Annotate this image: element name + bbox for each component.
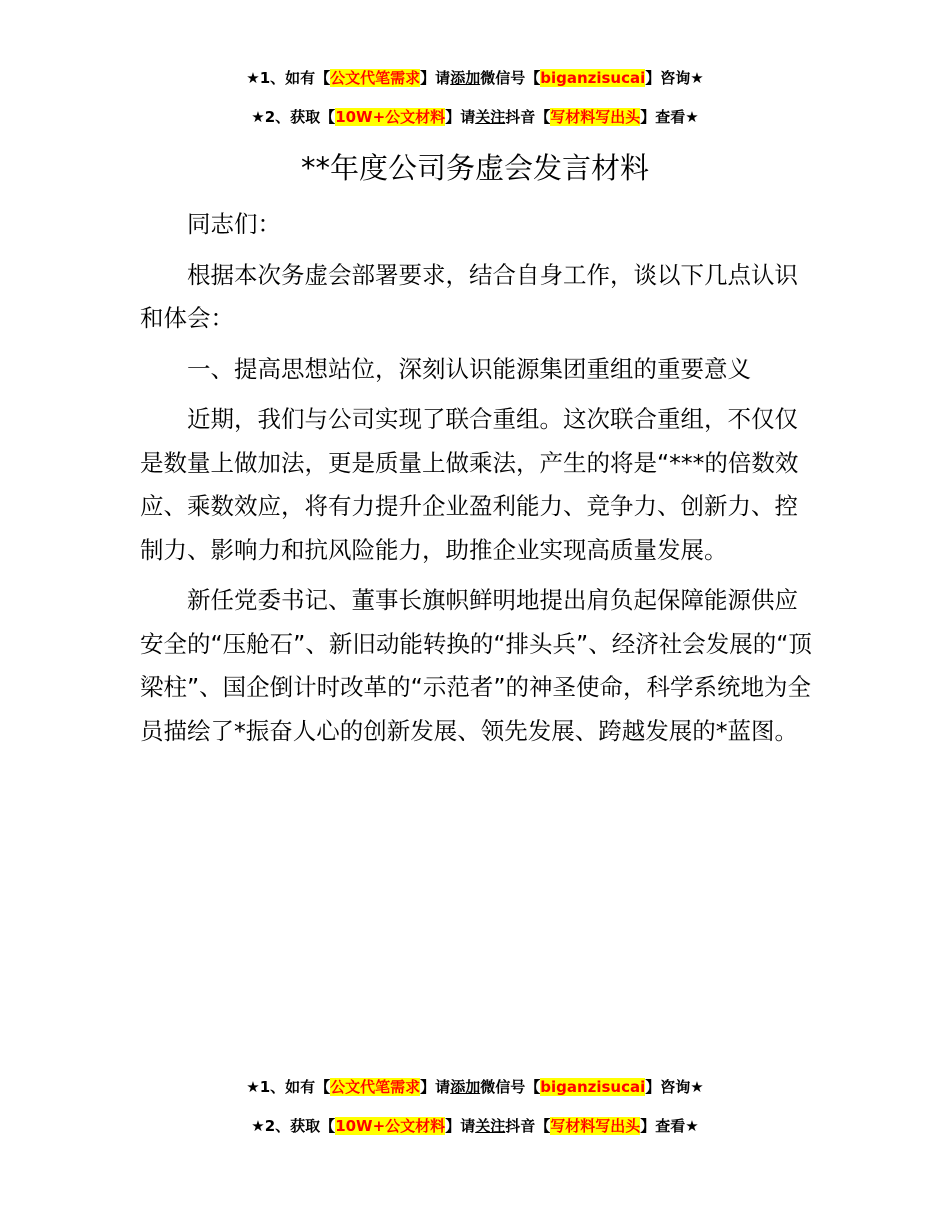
banner-text: 】请 xyxy=(420,1078,451,1096)
banner-prefix: ★1、如有【 xyxy=(246,1078,331,1096)
body-paragraph: 新任党委书记、董事长旗帜鲜明地提出肩负起保障能源供应安全的“压舱石”、新旧动能转换的“排头兵”、经济社会发展的“顶梁柱”、国企倒计时改革的“示范者”的神圣使命，科学系统地为全员描绘了*振奋人心的创新发展、领先发展、跨越发展的*蓝图。 xyxy=(140,586,812,745)
top-banner-line-1 xyxy=(0,68,950,88)
banner-underline: 添加 xyxy=(450,1078,481,1096)
body-paragraph: 近期，我们与公司实现了联合重组。这次联合重组，不仅仅是数量上做加法，更是质量上做乘法，产生的将是“***的倍数效应、乘数效应，将有力提升企业盈利能力、竞争力、创新力、控制力、影响力和抗风险能力，助推企业实现高质量发展。 xyxy=(140,405,799,564)
banner-douyin-id: 写材料写出头 xyxy=(550,1117,641,1135)
document-body xyxy=(140,203,812,760)
banner-prefix: ★1、如有【 xyxy=(246,69,331,87)
bottom-banner-line-1 xyxy=(0,1077,950,1097)
document-title: **年度公司务虚会发言材料 xyxy=(300,151,649,185)
banner-highlight: 10W+公文材料 xyxy=(335,1117,446,1135)
banner-suffix: 】查看★ xyxy=(640,108,699,126)
banner-text: 】请 xyxy=(445,1117,476,1135)
banner-highlight: 公文代笔需求 xyxy=(330,69,421,87)
banner-text: 】请 xyxy=(420,69,451,87)
banner-wechat-id: biganzisucai xyxy=(540,69,646,87)
banner-prefix: ★2、获取【 xyxy=(251,1117,336,1135)
banner-suffix: 】咨询★ xyxy=(645,69,704,87)
banner-text: 】请 xyxy=(445,108,476,126)
banner-suffix: 】查看★ xyxy=(640,1117,699,1135)
top-banner-line-2 xyxy=(0,107,950,127)
banner-text: 微信号【 xyxy=(480,69,541,87)
banner-underline: 添加 xyxy=(450,69,481,87)
bottom-banner-line-2 xyxy=(0,1116,950,1136)
banner-text: 抖音【 xyxy=(505,1117,551,1135)
banner-underline: 关注 xyxy=(475,108,506,126)
banner-wechat-id: biganzisucai xyxy=(540,1078,646,1096)
banner-text: 微信号【 xyxy=(480,1078,541,1096)
banner-douyin-id: 写材料写出头 xyxy=(550,108,641,126)
section-heading: 一、提高思想站位，深刻认识能源集团重组的重要意义 xyxy=(187,354,751,383)
banner-text: 抖音【 xyxy=(505,108,551,126)
body-paragraph: 根据本次务虚会部署要求，结合自身工作，谈以下几点认识和体会： xyxy=(140,260,798,332)
banner-highlight: 公文代笔需求 xyxy=(330,1078,421,1096)
banner-underline: 关注 xyxy=(475,1117,506,1135)
banner-highlight: 10W+公文材料 xyxy=(335,108,446,126)
salutation: 同志们： xyxy=(187,210,281,238)
banner-suffix: 】咨询★ xyxy=(645,1078,704,1096)
banner-prefix: ★2、获取【 xyxy=(251,108,336,126)
